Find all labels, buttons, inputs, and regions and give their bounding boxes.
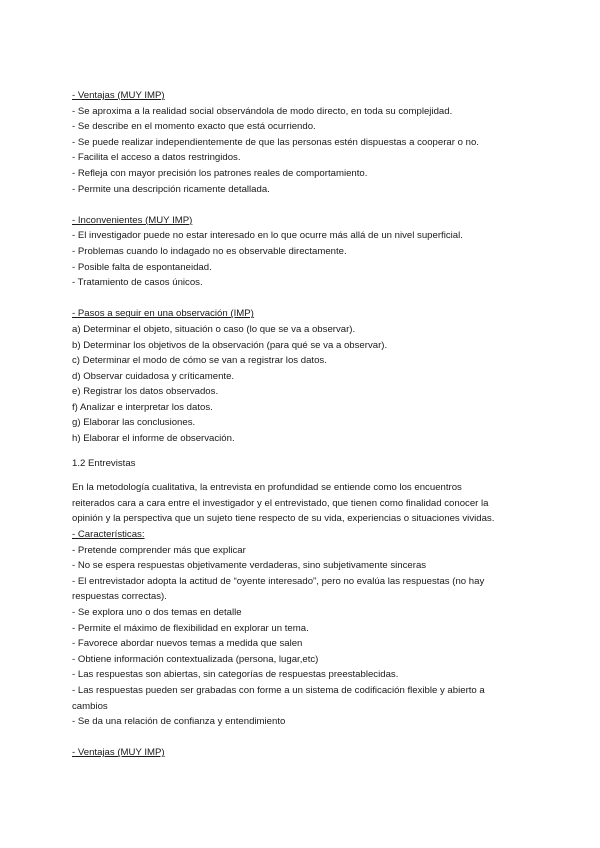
list-item: - Pretende comprender más que explicar — [72, 544, 246, 556]
paragraph-line: reiterados cara a cara entre el investigador y el entrevistado, que tienen como finalidad conocer la — [72, 497, 489, 509]
section-title: 1.2 Entrevistas — [72, 457, 136, 469]
list-item: - Tratamiento de casos únicos. — [72, 277, 203, 289]
inconvenientes-heading: - Inconvenientes (MUY IMP) — [72, 214, 193, 226]
list-item: cambios — [72, 700, 108, 712]
caracteristicas-list — [72, 543, 532, 730]
list-item: - Se aproxima a la realidad social observándola de modo directo, en toda su complejidad. — [72, 105, 453, 117]
list-item: - Se describe en el momento exacto que está ocurriendo. — [72, 121, 316, 133]
list-item: c) Determinar el modo de cómo se van a registrar los datos. — [72, 355, 327, 367]
list-item: - Posible falta de espontaneidad. — [72, 261, 212, 273]
caracteristicas-heading: - Características: — [72, 529, 145, 541]
list-item: respuestas correctas). — [72, 591, 167, 603]
list-item: f) Analizar e interpretar los datos. — [72, 401, 213, 413]
paragraph-line: En la metodología cualitativa, la entrevista en profundidad se entiende como los encuentros — [72, 482, 462, 494]
list-item: - Facilita el acceso a datos restringidos. — [72, 152, 241, 164]
pasos-list — [72, 322, 532, 447]
document-body — [72, 88, 532, 761]
list-item: e) Registrar los datos observados. — [72, 386, 219, 398]
list-item: - Se explora uno o dos temas en detalle — [72, 607, 242, 618]
list-item: - Las respuestas pueden ser grabadas con forme a un sistema de codificación flexible y abierto a — [72, 684, 485, 696]
ventajas-entrevista-heading: - Ventajas (MUY IMP) — [72, 747, 165, 759]
list-item: - Permite una descripción ricamente detallada. — [72, 183, 270, 195]
list-item: - Favorece abordar nuevos temas a medida que salen — [72, 638, 303, 650]
list-item: - El entrevistador adopta la actitud de “oyente interesado”, pero no evalúa las respuestas (no hay — [72, 575, 485, 587]
list-item: - Se puede realizar independientemente de que las personas estén dispuestas a cooperar o no. — [72, 136, 479, 148]
inconvenientes-list — [72, 228, 532, 290]
list-item: h) Elaborar el informe de observación. — [72, 433, 235, 445]
list-item: d) Observar cuidadosa y críticamente. — [72, 370, 235, 382]
ventajas-list — [72, 104, 532, 198]
list-item: - Las respuestas son abiertas, sin categorías de respuestas preestablecidas. — [72, 669, 399, 681]
list-item: - El investigador puede no estar interesado en lo que ocurre más allá de un nivel superficial. — [72, 230, 463, 242]
list-item: - Problemas cuando lo indagado no es observable directamente. — [72, 245, 347, 257]
pasos-heading: - Pasos a seguir en una observación (IMP) — [72, 308, 254, 320]
paragraph-line: opinión y la perspectiva que un sujeto tiene respecto de su vida, experiencias o situaciones vividas. — [72, 513, 495, 525]
list-item: - Se da una relación de confianza y entendimiento — [72, 716, 286, 728]
list-item: b) Determinar los objetivos de la observación (para qué se va a observar). — [72, 339, 388, 351]
list-item: a) Determinar el objeto, situación o caso (lo que se va a observar). — [72, 323, 356, 335]
list-item: - Permite el máximo de flexibilidad en explorar un tema. — [72, 622, 309, 634]
list-item: g) Elaborar las conclusiones. — [72, 417, 196, 429]
entrevistas-paragraph — [72, 480, 532, 527]
list-item: - Obtiene información contextualizada (persona, lugar,etc) — [72, 653, 319, 665]
list-item: - Refleja con mayor precisión los patrones reales de comportamiento. — [72, 167, 368, 179]
ventajas-heading: - Ventajas (MUY IMP) — [72, 90, 165, 101]
list-item: - No se espera respuestas objetivamente verdaderas, sino subjetivamente sinceras — [72, 560, 427, 572]
